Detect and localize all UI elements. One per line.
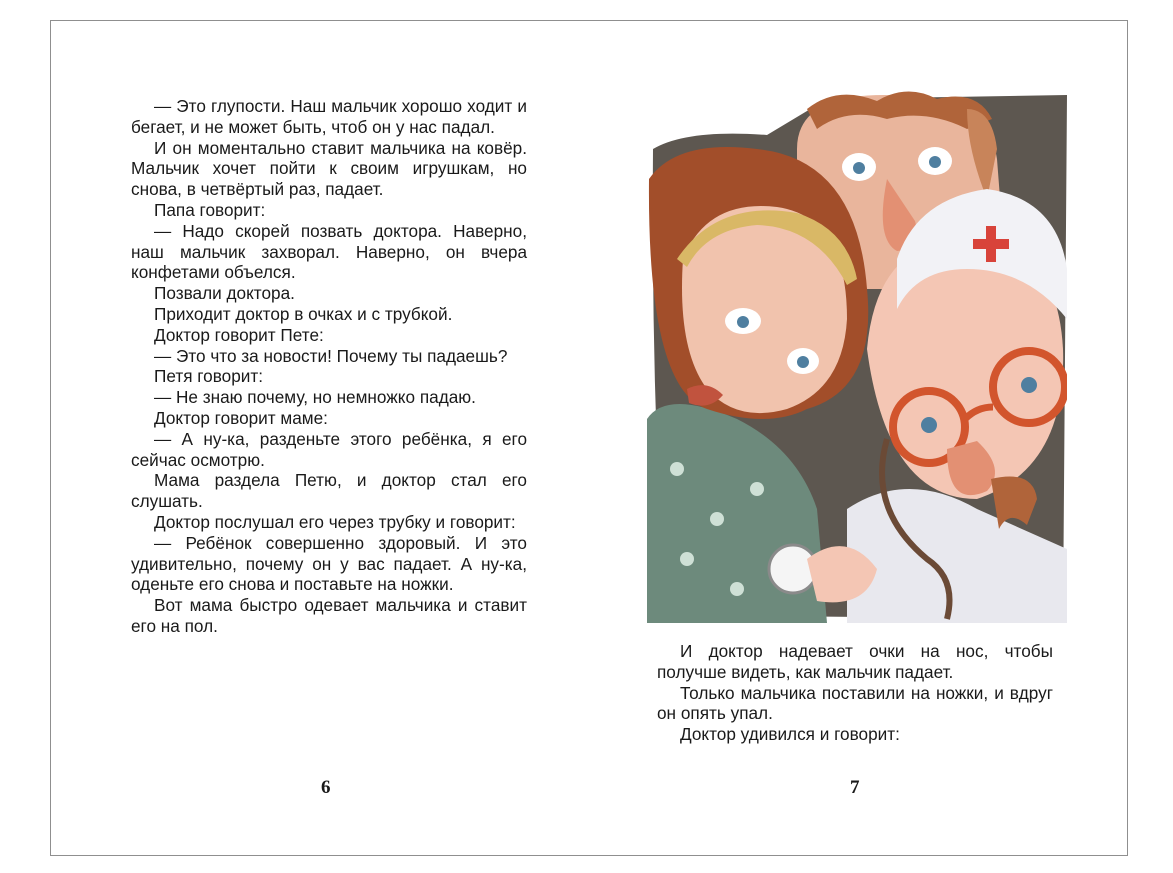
paragraph: Папа говорит: xyxy=(154,199,266,220)
paragraph: — Ребёнок совершенно здоровый. И это удивительно, почему он у вас падает. А ну-ка, оденьте его снова и поставьте на ножки. xyxy=(131,532,527,595)
book-spread xyxy=(50,20,1128,856)
page-number-right: 7 xyxy=(850,777,860,798)
paragraph: Доктор говорит Пете: xyxy=(154,324,324,345)
doctor-mother-father-illustration xyxy=(647,89,1067,623)
right-page-text xyxy=(657,641,1053,745)
paragraph: Только мальчика поставили на ножки, и вдруг он опять упал. xyxy=(657,682,1053,724)
paragraph: Мама раздела Петю, и доктор стал его слушать. xyxy=(131,470,527,512)
paragraph: — Надо скорей позвать доктора. Наверно, наш мальчик захворал. Наверно, он вчера конфетами объелся. xyxy=(131,220,527,283)
page-number-left: 6 xyxy=(321,777,331,798)
paragraph: — Это что за новости! Почему ты падаешь? xyxy=(154,345,508,366)
paragraph: Вот мама быстро одевает мальчика и ставит его на пол. xyxy=(131,595,527,636)
paragraph: — Не знаю почему, но немножко падаю. xyxy=(154,387,476,408)
paragraph: Позвали доктора. xyxy=(154,283,295,304)
paragraph: И он моментально ставит мальчика на ковёр. Мальчик хочет пойти к своим игрушкам, но снова, в четвёртый раз, падает. xyxy=(131,137,527,200)
paragraph: Доктор говорит маме: xyxy=(154,407,328,428)
paragraph: — А ну-ка, разденьте этого ребёнка, я его сейчас осмотрю. xyxy=(131,428,527,470)
paragraph: — Это глупости. Наш мальчик хорошо ходит и бегает, и не может быть, чтоб он у нас падал. xyxy=(131,96,527,137)
paragraph: Доктор удивился и говорит: xyxy=(680,724,900,745)
paragraph: Доктор послушал его через трубку и говорит: xyxy=(154,511,516,532)
paragraph: Приходит доктор в очках и с трубкой. xyxy=(154,303,453,324)
paragraph: И доктор надевает очки на нос, чтобы получше видеть, как мальчик падает. xyxy=(657,641,1053,682)
left-page-text xyxy=(131,96,527,637)
paragraph: Петя говорит: xyxy=(154,366,264,387)
